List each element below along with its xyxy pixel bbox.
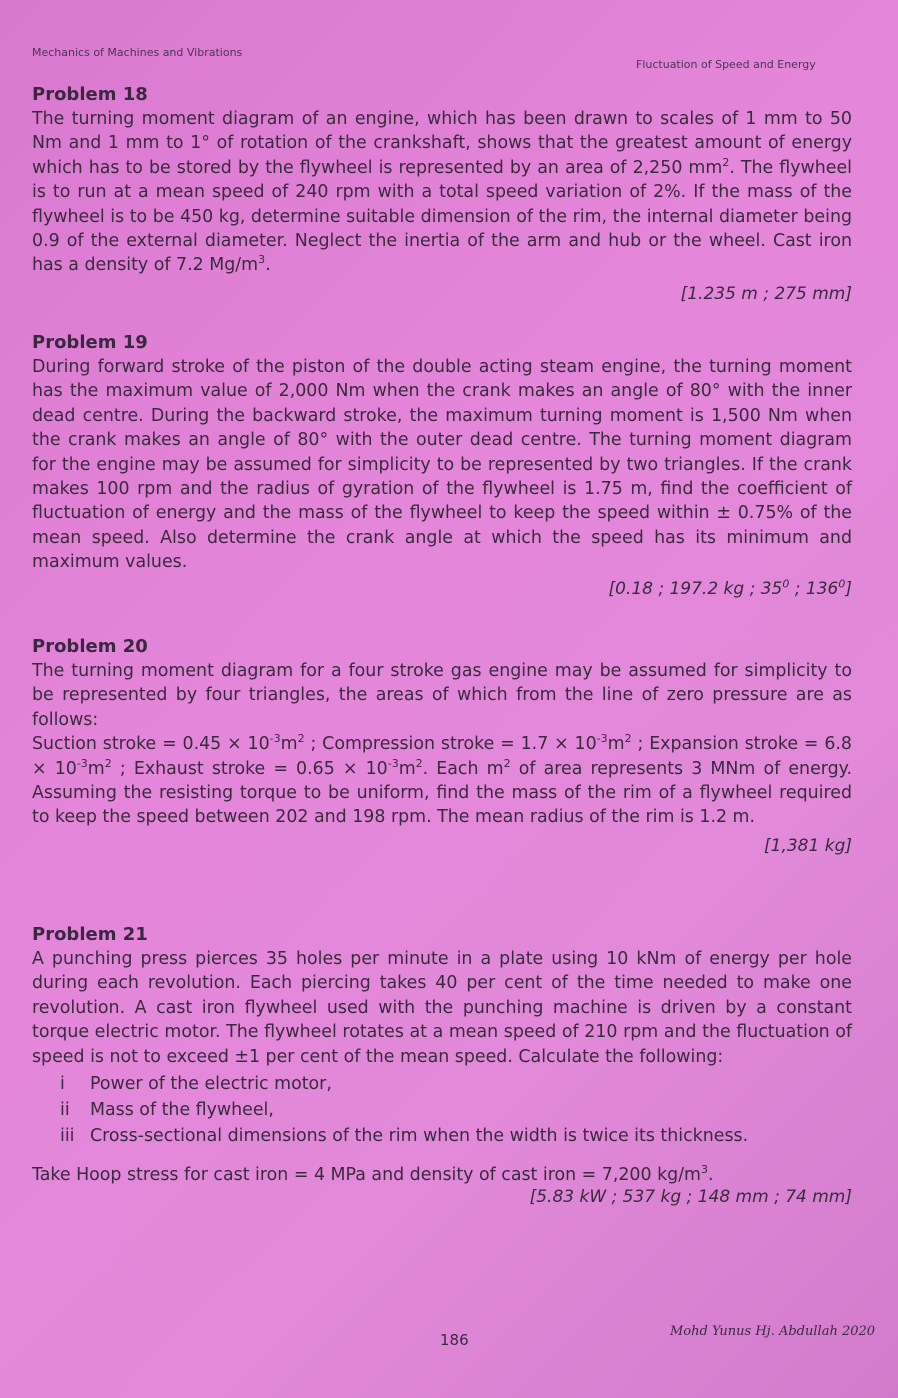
text-segment: m (87, 758, 105, 779)
problem-text: During forward stroke of the piston of the double acting steam engine, the turning moment has the maximum value of 2,000 Nm when the crank makes an angle of 80° with the inner dead centre. During the backward stroke, the maximum turning moment is 1,500 Nm when the crank makes an angle of 80° with the outer dead centre. The turning moment diagram for the engine may be assumed for simplicity to be represented by two triangles. If the crank makes 100 rpm and the radius of gyration of the flywheel is 1.75 m, find the coefficient of fluctuation of energy and the mass of the flywheel to keep the speed within ± 0.75% of the mean speed. Also determine the crank angle at which the speed has its minimum and maximum values. (32, 357, 852, 573)
problem-title: Problem 20 (32, 636, 148, 657)
list-item-text: Power of the electric motor, (90, 1074, 332, 1095)
problem-answer: [1,381 kg] (764, 835, 852, 856)
problem-answer (32, 579, 852, 599)
page-number: 186 (440, 1331, 469, 1349)
text-segment: ; Exhaust stroke = 0.65 × 10 (111, 758, 388, 779)
list-item-text: Mass of the flywheel, (90, 1100, 274, 1121)
running-header-right: Fluctuation of Speed and Energy (636, 58, 816, 71)
problem-answer: [5.83 kW ; 537 kg ; 148 mm ; 74 mm] (529, 1187, 852, 1208)
problem-text: The turning moment diagram for a four stroke gas engine may be assumed for simplicity to be represented by four triangles, the areas of which from the line of zero pressure are as follows: (32, 661, 852, 730)
problem-18 (32, 84, 852, 304)
list-item-number: iii (60, 1126, 75, 1147)
list-item-text: Cross-sectional dimensions of the rim when the width is twice its thickness. (90, 1126, 749, 1147)
text-segment: . The flywheel is to run at a mean speed of 240 rpm with a total speed variation of 2%. If the mass of the flywheel is to be 450 kg, determine suitable dimension of the rim, the internal diameter being 0.9 of the external diameter. Neglect the inertia of the arm and hub or the wheel. Cast iron has a density of 7.2 Mg/m (32, 157, 852, 276)
text-segment: [0.18 ; 197.2 kg ; 35 (608, 578, 783, 599)
list-item-number: ii (60, 1100, 70, 1121)
running-header-left: Mechanics of Machines and Vibrations (32, 46, 243, 59)
superscript: 2 (415, 756, 423, 770)
problem-answer: [1.235 m ; 275 mm] (680, 283, 852, 304)
problem-title: Problem 18 (32, 84, 148, 105)
superscript: 2 (297, 732, 305, 746)
author-signature: Mohd Yunus Hj. Abdullah 2020 (670, 1324, 876, 1339)
problem-21 (32, 924, 852, 1207)
problem-text-strokes (32, 732, 852, 830)
text-segment: . (708, 1165, 714, 1186)
text-segment: . (265, 255, 271, 276)
text-segment: Suction stroke = 0.45 × 10 (32, 734, 270, 755)
superscript: 3 (701, 1163, 709, 1177)
text-segment: ] (845, 578, 852, 599)
text-segment: ; 136 (789, 578, 839, 599)
superscript: 0 (782, 577, 790, 590)
sub-question-list (60, 1071, 852, 1149)
problem-20 (32, 636, 852, 856)
superscript: -3 (387, 756, 399, 770)
list-item-number: i (60, 1074, 65, 1095)
text-segment: . Each m (422, 758, 504, 779)
text-segment: m (607, 734, 625, 755)
superscript: -3 (596, 732, 608, 746)
superscript: 3 (258, 253, 266, 267)
text-segment: ; Compression stroke = 1.7 × 10 (304, 734, 597, 755)
text-segment: ; Expansion stroke = 6.8 × 10 (32, 734, 852, 779)
list-item (60, 1071, 852, 1097)
text-segment: ° of rotation of the crankshaft, shows that the greatest amount of energy which has to be stored by the flywheel is represented by an area of 2,250 mm (32, 133, 852, 178)
given-data (32, 1163, 852, 1187)
list-item (60, 1123, 852, 1149)
text-segment: The turning moment diagram of an engine, which has been drawn to scales of 1 mm to 50 Nm and 1 mm to 1 (32, 109, 852, 154)
text-segment: Take Hoop stress for cast iron = 4 MPa and density of cast iron = 7,200 kg/m (32, 1165, 702, 1186)
superscript: 0 (838, 577, 846, 590)
text-segment: of area represents 3 MNm of energy. Assuming the resisting torque to be uniform, find the mass of the rim of a flywheel required to keep the speed between 202 and 198 rpm. The mean radius of the rim is 1.2 m. (32, 758, 852, 828)
list-item (60, 1097, 852, 1123)
superscript: 2 (722, 156, 730, 170)
text-segment: m (398, 758, 416, 779)
problem-text (32, 107, 852, 278)
problem-19 (32, 332, 852, 599)
problem-text: A punching press pierces 35 holes per minute in a plate using 10 kNm of energy per hole during each revolution. Each piercing takes 40 per cent of the time needed to make one revolution. A cast iron flywheel used with the punching machine is driven by a constant torque electric motor. The flywheel rotates at a mean speed of 210 rpm and the fluctuation of speed is not to exceed ±1 per cent of the mean speed. Calculate the following: (32, 949, 852, 1067)
superscript: -3 (269, 732, 281, 746)
problem-title: Problem 19 (32, 332, 148, 353)
problem-title: Problem 21 (32, 924, 148, 945)
superscript: 2 (104, 756, 112, 770)
superscript: 2 (624, 732, 632, 746)
superscript: -3 (76, 756, 88, 770)
superscript: 2 (503, 756, 511, 770)
text-segment: m (280, 734, 298, 755)
